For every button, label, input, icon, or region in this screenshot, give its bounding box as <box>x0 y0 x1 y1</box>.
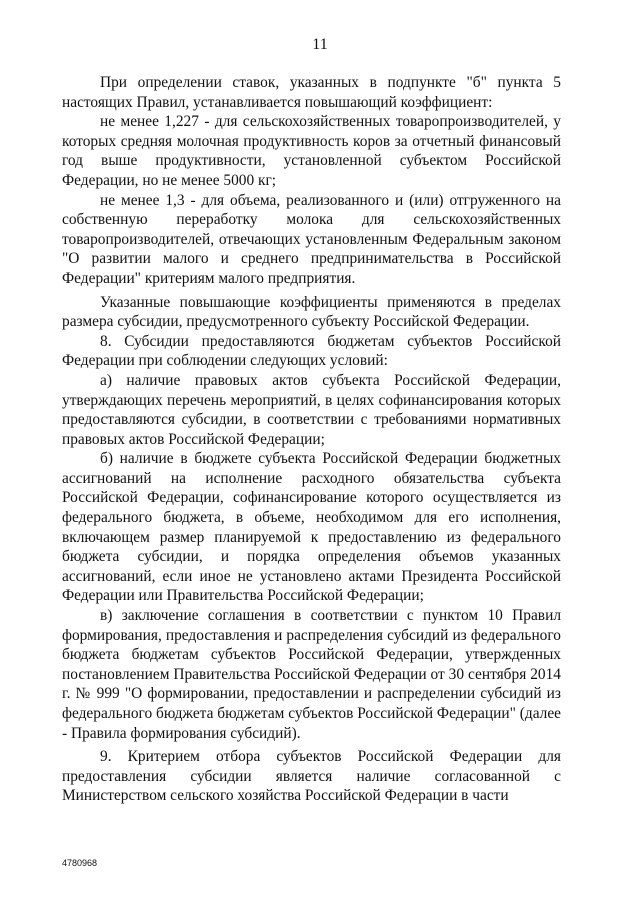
paragraph-clause-8b: б) наличие в бюджете субъекта Российской Федерации бюджетных ассигнований на исполнение расходного обязательства субъекта Российской Федерации, софинансирование которого осуществляется из федерального бюджета, в объеме, необходимом для его исполнения, включающем размер планируемой к предоставлению из федерального бюджета субсидии, и порядка определения объемов указанных ассигнований, если иное не установлено актами Президента Российской Федерации или Правительства Российской Федерации; <box>62 450 561 605</box>
paragraph-rate-coefficient-intro: При определении ставок, указанных в подпункте "б" пункта 5 настоящих Правил, устанавливается повышающий коэффициент: <box>62 74 561 111</box>
document-id: 4780968 <box>62 858 98 868</box>
paragraph-clause-8: 8. Субсидии предоставляются бюджетам субъектов Российской Федерации при соблюдении следующих условий: <box>62 332 561 370</box>
paragraph-clause-8v: в) заключение соглашения в соответствии с пунктом 10 Правил формирования, предоставления и распределения субсидий из федерального бюджета бюджетам субъектов Российской Федерации, утвержденных постановлением Правительства Российской Федерации от 30 сентября 2014 г. № 999 "О формировании, предоставлении и распределении субсидий из федерального бюджета бюджетам субъектов Российской Федерации" (далее - Правила формирования субсидий). <box>62 607 561 742</box>
page-number: 11 <box>312 36 328 53</box>
paragraph-coefficient-1-227: не менее 1,227 - для сельскохозяйственных товаропроизводителей, у которых средняя молочная продуктивность коров за отчетный финансовый год выше продуктивности, установленной субъектом Российской Федерации, но не менее 5000 кг; <box>62 113 561 189</box>
paragraph-clause-9: 9. Критерием отбора субъектов Российской Федерации для предоставления субсидии является наличие согласованной с Министерством сельского хозяйства Российской Федерации в части <box>62 748 561 805</box>
document-body <box>62 73 561 806</box>
paragraph-coefficient-1-3: не менее 1,3 - для объема, реализованного и (или) отгруженного на собственную переработку молока для сельскохозяйственных товаропроизводителей, отвечающих установленным Федеральным законом "О развитии малого и среднего предпринимательства в Российской Федерации" критериям малого предприятия. <box>62 191 561 287</box>
paragraph-coefficient-limits: Указанные повышающие коэффициенты применяются в пределах размера субсидии, предусмотренного субъекту Российской Федерации. <box>62 293 561 331</box>
paragraph-clause-8a: а) наличие правовых актов субъекта Российской Федерации, утверждающих перечень мероприятий, в целях софинансирования которых предоставляются субсидии, в соответствии с требованиями нормативных правовых актов Российской Федерации; <box>62 371 561 448</box>
